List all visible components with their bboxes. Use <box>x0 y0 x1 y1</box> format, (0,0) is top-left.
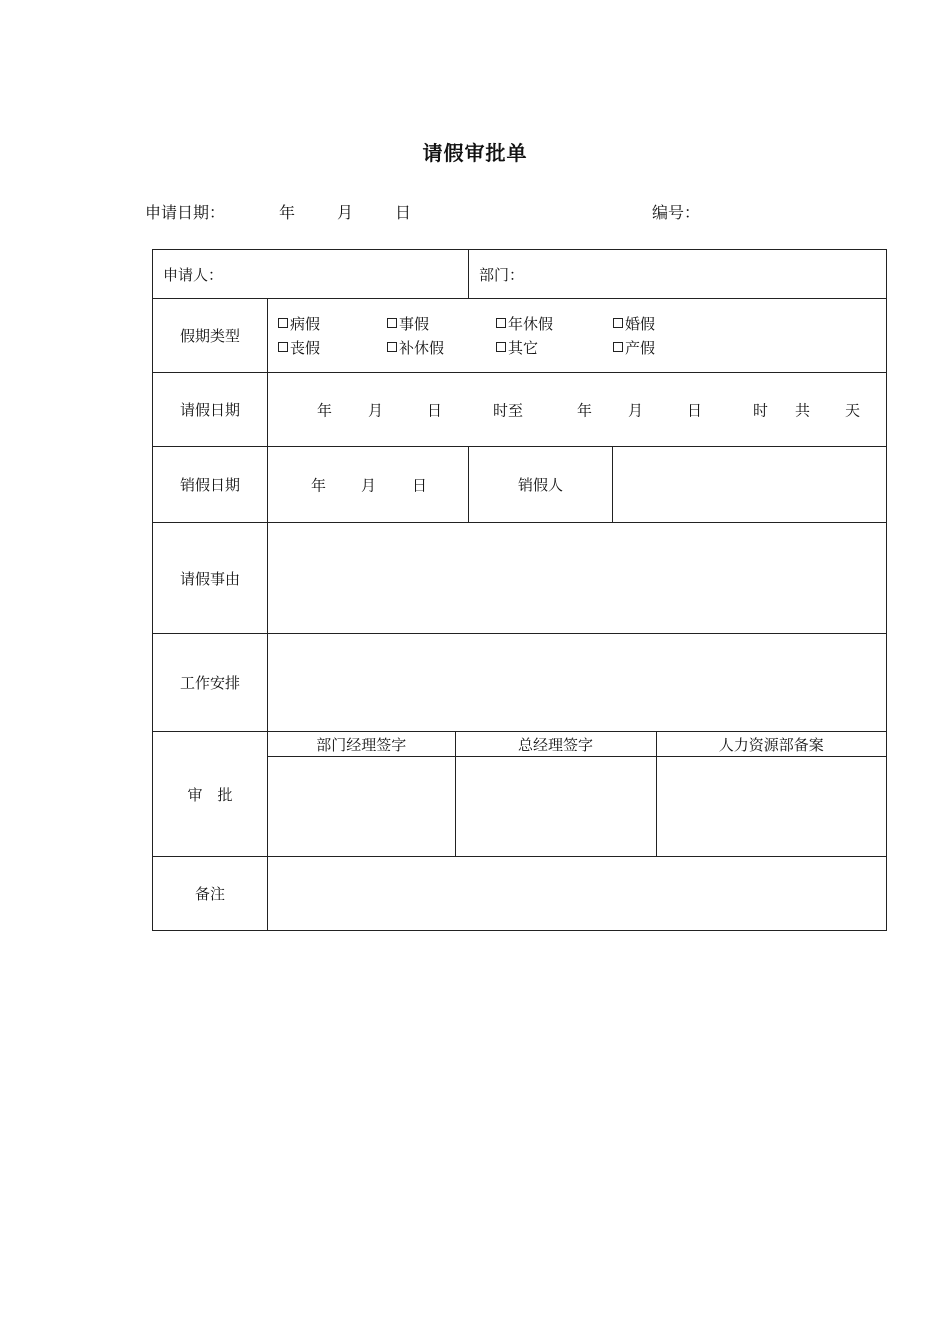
reason-label: 请假事由 <box>153 523 268 634</box>
approval-grid <box>268 732 887 857</box>
approval-column-header: 部门经理签字 <box>268 732 455 757</box>
checkbox-icon[interactable] <box>278 318 288 328</box>
leave-type-row <box>153 299 887 373</box>
approval-column-header: 人力资源部备案 <box>656 732 886 757</box>
work-arrangement-field[interactable] <box>268 634 887 732</box>
leave-form-table <box>152 249 887 931</box>
general-manager-signature-field[interactable] <box>455 757 656 856</box>
page-title: 请假审批单 <box>422 141 528 165</box>
applicant-field[interactable] <box>153 250 469 299</box>
checkbox-icon[interactable] <box>387 318 397 328</box>
leave-end-hour: 时 <box>753 401 769 419</box>
apply-day-label: 日 <box>395 203 412 222</box>
checkbox-icon[interactable] <box>496 342 506 352</box>
leave-start-day: 日 <box>427 401 443 419</box>
leave-start-month: 月 <box>368 401 384 419</box>
leave-end-year: 年 <box>577 401 593 419</box>
dept-manager-signature-field[interactable] <box>268 757 455 856</box>
leave-type-label: 假期类型 <box>153 299 268 373</box>
approval-column-header: 总经理签字 <box>455 732 656 757</box>
checkbox-icon[interactable] <box>387 342 397 352</box>
checkbox-icon[interactable] <box>496 318 506 328</box>
leave-end-day: 日 <box>687 401 703 419</box>
canceller-field[interactable] <box>613 447 887 523</box>
applicant-row <box>153 250 887 299</box>
approval-table <box>268 732 886 856</box>
reason-row <box>153 523 887 634</box>
apply-month-label: 月 <box>337 203 354 222</box>
work-arrangement-row <box>153 634 887 732</box>
leave-type-option[interactable]: 其它 <box>496 337 613 358</box>
leave-type-option[interactable]: 产假 <box>613 337 655 358</box>
remarks-label: 备注 <box>153 857 268 931</box>
serial-label: 编号： <box>652 203 701 222</box>
reason-field[interactable] <box>268 523 887 634</box>
cancel-date-row <box>153 447 887 523</box>
checkbox-icon[interactable] <box>613 318 623 328</box>
checkbox-icon[interactable] <box>613 342 623 352</box>
department-field[interactable] <box>469 250 887 299</box>
approval-label: 审 批 <box>153 732 268 857</box>
leave-total-label: 共 <box>795 401 811 419</box>
leave-type-row-2 <box>278 335 886 359</box>
leave-type-options <box>268 299 887 373</box>
leave-end-month: 月 <box>628 401 644 419</box>
cancel-day: 日 <box>412 476 428 494</box>
leave-date-label: 请假日期 <box>153 373 268 447</box>
canceller-label: 销假人 <box>469 447 613 523</box>
cancel-date-label: 销假日期 <box>153 447 268 523</box>
leave-type-option[interactable]: 补休假 <box>387 337 496 358</box>
department-label: 部门： <box>479 265 525 284</box>
apply-year-label: 年 <box>279 203 296 222</box>
cancel-date-field[interactable] <box>268 447 469 523</box>
approval-row <box>153 732 887 857</box>
leave-hour-to: 时至 <box>493 401 524 419</box>
leave-type-option[interactable]: 事假 <box>387 313 496 334</box>
leave-date-field[interactable] <box>268 373 887 447</box>
leave-date-row <box>153 373 887 447</box>
leave-type-option[interactable]: 年休假 <box>496 313 613 334</box>
applicant-label: 申请人： <box>163 265 224 284</box>
apply-date-label: 申请日期： <box>145 203 226 222</box>
leave-type-option[interactable]: 病假 <box>278 313 387 334</box>
approval-sign-row <box>268 757 886 856</box>
leave-days-label: 天 <box>845 401 861 419</box>
remarks-row <box>153 857 887 931</box>
cancel-year: 年 <box>311 476 327 494</box>
remarks-field[interactable] <box>268 857 887 931</box>
approval-header-row <box>268 732 886 757</box>
leave-type-option[interactable]: 丧假 <box>278 337 387 358</box>
cancel-month: 月 <box>361 476 377 494</box>
leave-type-option[interactable]: 婚假 <box>613 313 655 334</box>
leave-start-year: 年 <box>317 401 333 419</box>
checkbox-icon[interactable] <box>278 342 288 352</box>
leave-type-row-1 <box>278 311 886 335</box>
work-arrangement-label: 工作安排 <box>153 634 268 732</box>
hr-record-field[interactable] <box>656 757 886 856</box>
